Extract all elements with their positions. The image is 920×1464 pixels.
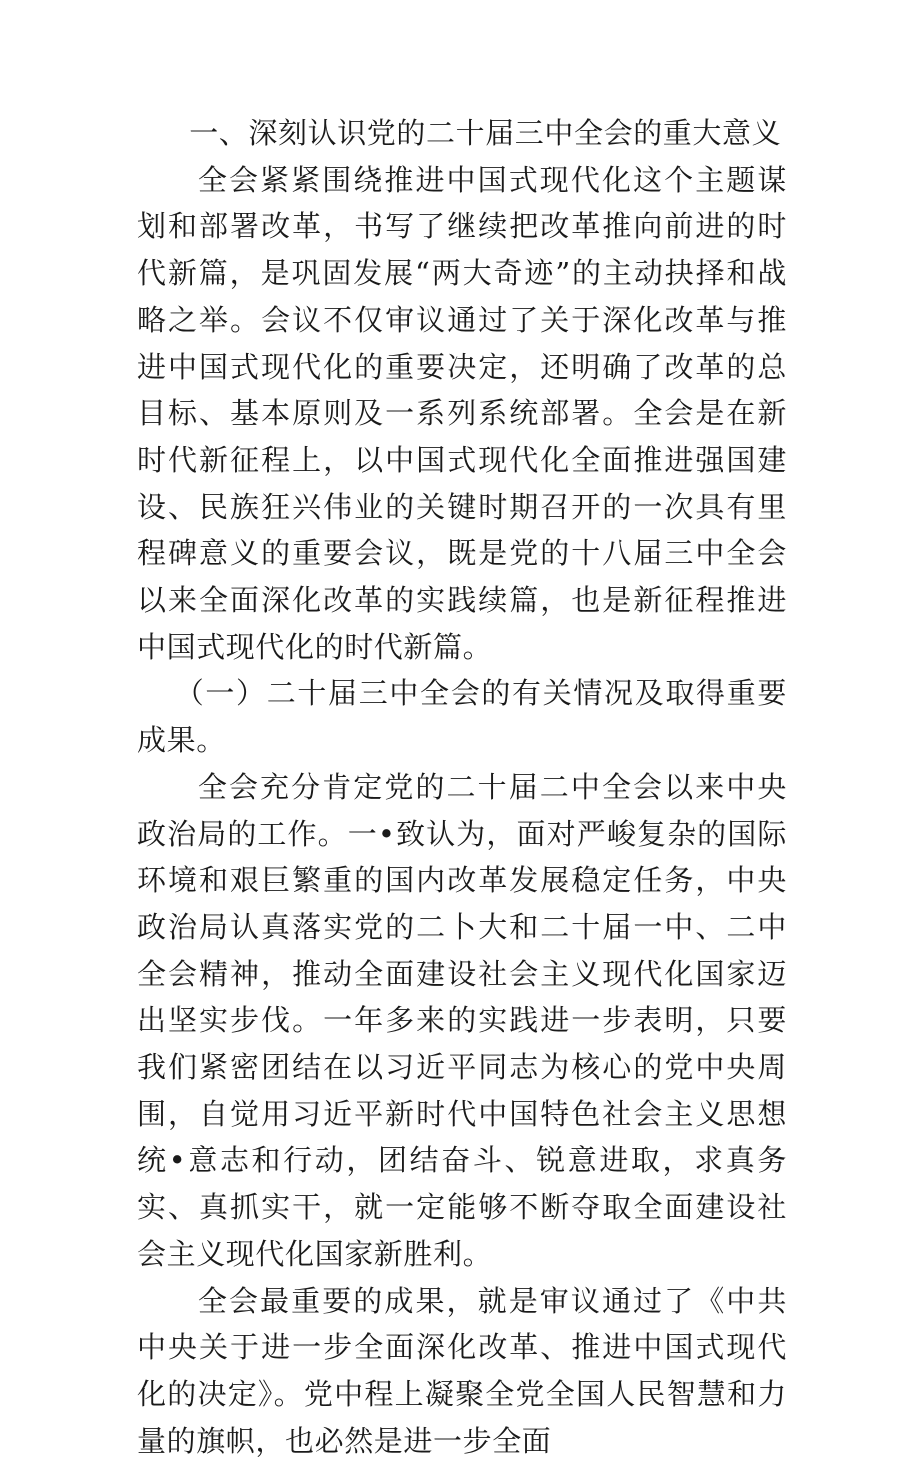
document-body <box>137 110 787 1464</box>
paragraph-affirmation: 全会充分肯定党的二十届二中全会以来中央政治局的工作。一•致认为，面对严峻复杂的国际环境和艰巨繁重的国内改革发展稳定任务，中央政治局认真落实党的二卜大和二十届一中、二中全会精神，推动全面建设社会主义现代化国家迈出坚实步伐。一年多来的实践进一步表明，只要我们紧密团结在以习近平同志为核心的党中央周围，自觉用习近平新时代中国特色社会主义思想统•意志和行动，团结奋斗、锐意进取，求真务实、真抓实干，就一定能够不断夺取全面建设社会主义现代化国家新胜利。 <box>137 769 787 1271</box>
paragraph-achievement: 全会最重要的成果，就是审议通过了《中共中央关于进一步全面深化改革、推进中国式现代化的决定》。党中程上凝聚全党全国人民智慧和力量的旗帜，也必然是进一步全面 <box>137 1283 787 1458</box>
subsection-heading: （一）二十届三中全会的有关情况及取得重要成果。 <box>137 676 787 758</box>
section-heading: 一、深刻认识党的二十届三中全会的重大意义 <box>189 116 782 150</box>
paragraph-significance: 全会紧紧围绕推进中国式现代化这个主题谋划和部署改革，书写了继续把改革推向前进的时代新篇，是巩固发展“两大奇迹”的主动抉择和战略之举。会议不仅审议通过了关于深化改革与推进中国式现代化的重要决定，还明确了改革的总目标、基本原则及一系列系统部署。全会是在新时代新征程上，以中国式现代化全面推进强国建设、民族狂兴伟业的关键时期召开的一次具有里程碑意义的重要会议，既是党的十八届三中全会以来全面深化改革的实践续篇，也是新征程推进中国式现代化的时代新篇。 <box>137 162 787 664</box>
